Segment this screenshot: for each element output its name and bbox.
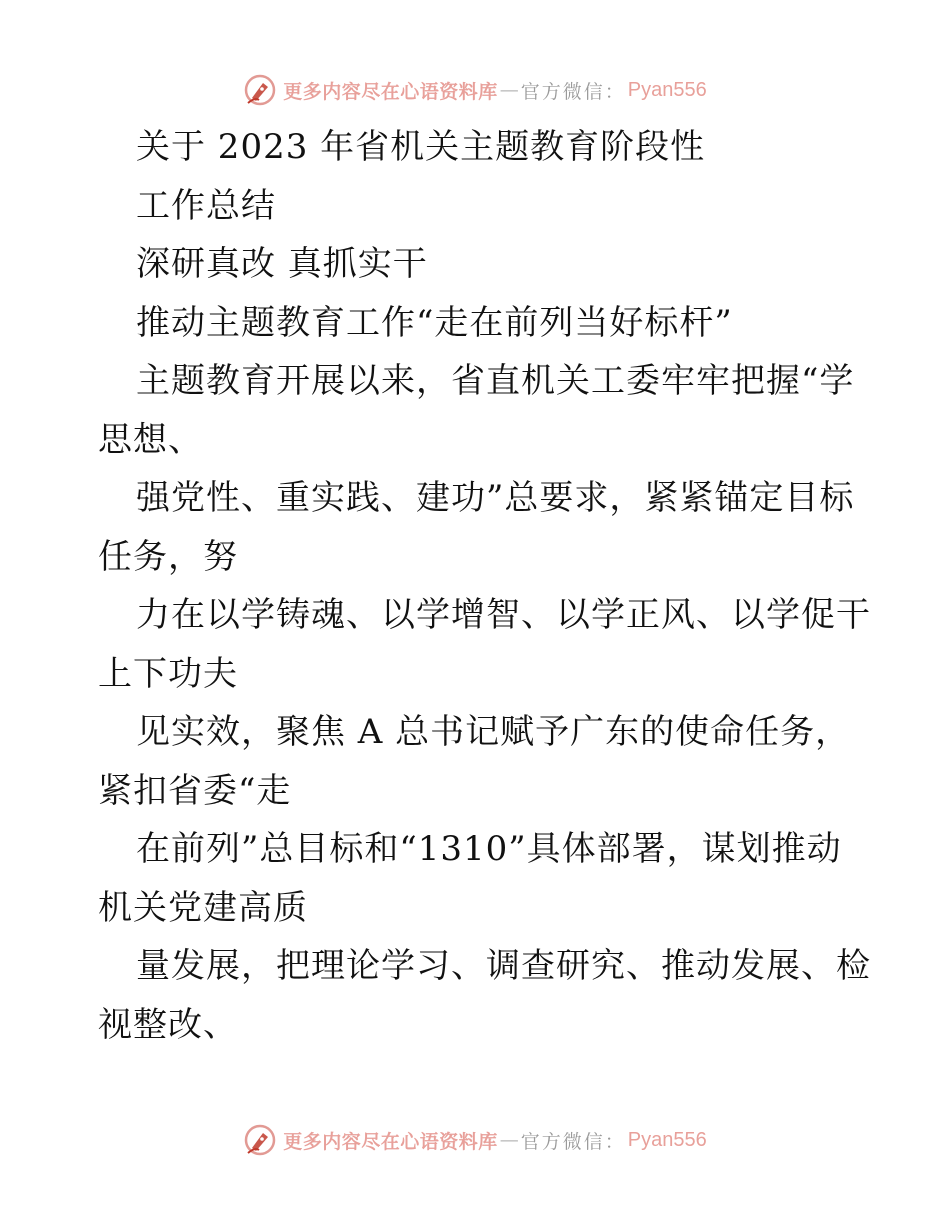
brand-name: 更多内容尽在心语资料库 — [283, 1130, 498, 1153]
doc-line: 力在以学铸魂、以学增智、以学正风、以学促干 — [136, 595, 871, 635]
doc-line: 上下功夫 — [98, 653, 238, 694]
doc-line: 推动主题教育工作“走在前列当好标杆” — [136, 302, 733, 343]
doc-line: 主题教育开展以来，省直机关工委牢牢把握“学 — [136, 361, 855, 401]
doc-line: 量发展，把理论学习、调查研究、推动发展、检 — [136, 946, 871, 986]
document-body — [98, 118, 871, 1054]
wechat-label: 官方微信： — [520, 1130, 626, 1153]
doc-line: 深研真改 真抓实干 — [136, 244, 428, 284]
doc-line: 任务，努 — [98, 536, 238, 577]
brand-name: 更多内容尽在心语资料库 — [283, 80, 498, 103]
wechat-handle: Pyan556 — [627, 78, 707, 101]
header-watermark-banner — [0, 70, 950, 110]
wechat-label: 官方微信： — [520, 80, 626, 103]
doc-line: 工作总结 — [136, 185, 276, 226]
doc-line: 关于 2023 年省机关主题教育阶段性 — [136, 127, 706, 167]
pen-nib-circle-icon — [243, 1123, 277, 1157]
footer-watermark-banner — [0, 1120, 950, 1160]
doc-line: 思想、 — [98, 419, 203, 460]
wechat-handle: Pyan556 — [627, 1128, 707, 1151]
doc-line: 在前列”总目标和“1310”具体部署，谋划推动 — [136, 829, 842, 869]
doc-line: 视整改、 — [98, 1004, 238, 1045]
banner-separator: — — [499, 79, 519, 101]
doc-line: 见实效，聚焦 A 总书记赋予广东的使命任务， — [136, 712, 851, 752]
banner-separator: — — [499, 1129, 519, 1151]
doc-line: 强党性、重实践、建功”总要求，紧紧锚定目标 — [136, 478, 855, 518]
pen-nib-circle-icon — [243, 73, 277, 107]
doc-line: 机关党建高质 — [98, 887, 308, 928]
doc-line: 紧扣省委“走 — [98, 770, 292, 811]
